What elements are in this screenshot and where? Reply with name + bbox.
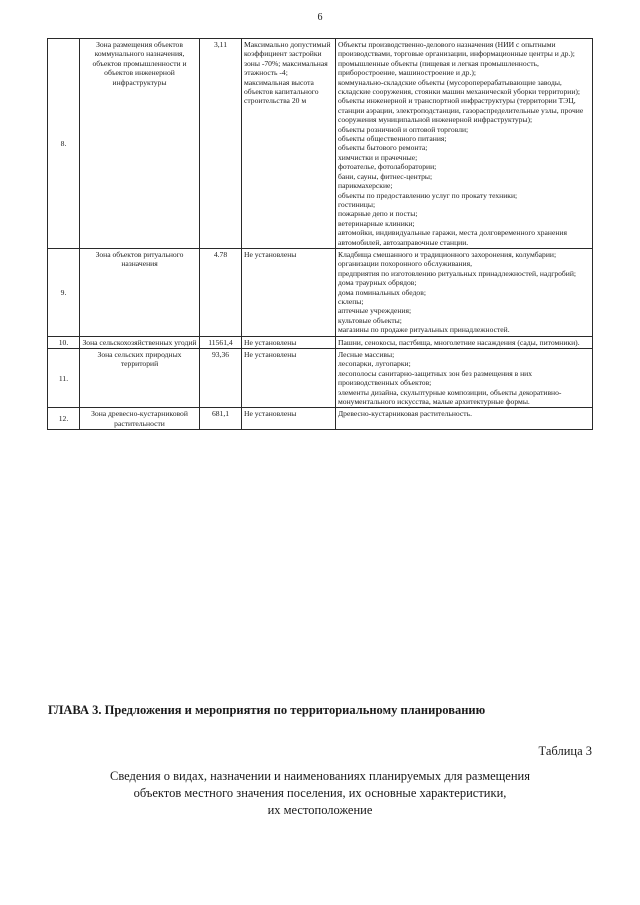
table-caption bbox=[60, 768, 580, 819]
row-number: 8. bbox=[48, 39, 80, 249]
row-number: 10. bbox=[48, 336, 80, 348]
object-item: дома поминальных обедов; bbox=[338, 287, 426, 297]
object-item: элементы дизайна, скульптурные композиции, объекты декоративно-монументального искусства, малые архитектурные формы. bbox=[338, 387, 562, 407]
caption-line: Сведения о видах, назначении и наименованиях планируемых для размещения bbox=[109, 769, 530, 783]
page-number: 6 bbox=[317, 12, 323, 23]
zone-area: 4.78 bbox=[200, 248, 242, 336]
zone-area: 3,11 bbox=[200, 39, 242, 249]
table-row bbox=[48, 408, 593, 430]
object-item: объекты инженерной и транспортной инфраструктуры (территории ТЭЦ, станции аэрации, электроподстанции, газораспределительные узлы, прочие сооружения муниципальной инженерной инфраструктуры); bbox=[338, 96, 584, 125]
zone-name: Зона размещения объектов коммунального назначения, объектов промышленности и объектов инженерной инфраструктуры bbox=[80, 39, 200, 249]
zone-name: Зона сельских природных территорий bbox=[80, 349, 200, 408]
object-item: организации похоронного обслуживания, bbox=[338, 259, 472, 269]
zone-objects bbox=[336, 336, 593, 348]
caption-line: их местоположение bbox=[267, 803, 373, 817]
row-number: 9. bbox=[48, 248, 80, 336]
object-item: Древесно-кустарниковая растительность. bbox=[338, 409, 472, 419]
object-item: объекты розничной и оптовой торговли; bbox=[338, 124, 469, 134]
zone-objects bbox=[336, 349, 593, 408]
object-item: Объекты производственно-делового назначения (НИИ с опытными производствами, торговые организации, информационные центры и др.); bbox=[338, 40, 575, 59]
zones-table-body bbox=[48, 39, 593, 430]
object-item: лесопарки, лугопарки; bbox=[338, 359, 411, 369]
zone-objects bbox=[336, 408, 593, 430]
object-item: автомойки, индивидуальные гаражи, места долговременного хранения автомобилей, автозаправочные станции. bbox=[338, 228, 567, 247]
object-item: объекты бытового ремонта; bbox=[338, 143, 428, 153]
zones-table bbox=[47, 38, 593, 430]
object-item: пожарные депо и посты; bbox=[338, 209, 418, 219]
object-item: ветеринарные клиники; bbox=[338, 218, 415, 228]
object-item: промышленные объекты (пищевая и легкая промышленность, приборостроение, машиностроение и др.); bbox=[338, 58, 539, 78]
zone-parameters: Не установлены bbox=[242, 408, 336, 430]
object-item: предприятия по изготовлению ритуальных принадлежностей, надгробий; bbox=[338, 268, 577, 278]
object-item: химчистки и прачечные; bbox=[338, 152, 418, 162]
object-item: Лесные массивы; bbox=[338, 350, 395, 359]
row-number: 12. bbox=[48, 408, 80, 430]
zone-parameters: Максимально допустимый коэффициент застройки зоны -70%; максимальная этажность -4; максимальная высота объектов капитального строительства 20 м bbox=[242, 39, 336, 249]
object-item: парикмахерские; bbox=[338, 181, 393, 191]
object-item: гостиницы; bbox=[338, 199, 376, 209]
object-item: аптечные учреждения; bbox=[338, 306, 412, 316]
zone-objects bbox=[336, 248, 593, 336]
object-item: фотоателье, фотолаборатории; bbox=[338, 162, 437, 172]
zone-parameters: Не установлены bbox=[242, 336, 336, 348]
caption-line: объектов местного значения поселения, их основные характеристики, bbox=[133, 786, 507, 800]
zone-name: Зона объектов ритуального назначения bbox=[80, 248, 200, 336]
object-item: Кладбища смешанного и традиционного захоронения, колумбарии; bbox=[338, 249, 557, 259]
object-item: лесополосы санитарно-защитных зон без размещения в них производственных объектов; bbox=[338, 368, 533, 388]
object-item: дома траурных обрядов; bbox=[338, 278, 417, 288]
table-row bbox=[48, 349, 593, 408]
object-item: культовые объекты; bbox=[338, 315, 402, 325]
zone-parameters: Не установлены bbox=[242, 349, 336, 408]
object-item: объекты общественного питания; bbox=[338, 134, 447, 144]
zone-area: 93,36 bbox=[200, 349, 242, 408]
zone-name: Зона сельскохозяйственных угодий bbox=[80, 336, 200, 348]
row-number: 11. bbox=[48, 349, 80, 408]
table-row bbox=[48, 39, 593, 249]
zone-objects bbox=[336, 39, 593, 249]
object-item: коммунально-складские объекты (мусороперерабатывающие заводы, складские сооружения, стоянки машин механической уборки территории); bbox=[338, 77, 581, 97]
zone-parameters: Не установлены bbox=[242, 248, 336, 336]
object-item: объекты по предоставлению услуг по прокату техники; bbox=[338, 190, 518, 200]
object-item: склепы; bbox=[338, 296, 364, 306]
zone-area: 11561,4 bbox=[200, 336, 242, 348]
table-row bbox=[48, 336, 593, 348]
zone-name: Зона древесно-кустарниковой растительности bbox=[80, 408, 200, 430]
object-item: Пашни, сенокосы, пастбища, многолетние насаждения (сады, питомники). bbox=[338, 337, 580, 347]
table-label: Таблица 3 bbox=[538, 744, 592, 758]
object-item: бани, сауны, фитнес-центры; bbox=[338, 171, 433, 181]
zone-area: 681,1 bbox=[200, 408, 242, 430]
chapter-title: ГЛАВА 3. Предложения и мероприятия по территориальному планированию bbox=[48, 703, 486, 717]
table-row bbox=[48, 248, 593, 336]
object-item: магазины по продаже ритуальных принадлежностей. bbox=[338, 325, 510, 335]
